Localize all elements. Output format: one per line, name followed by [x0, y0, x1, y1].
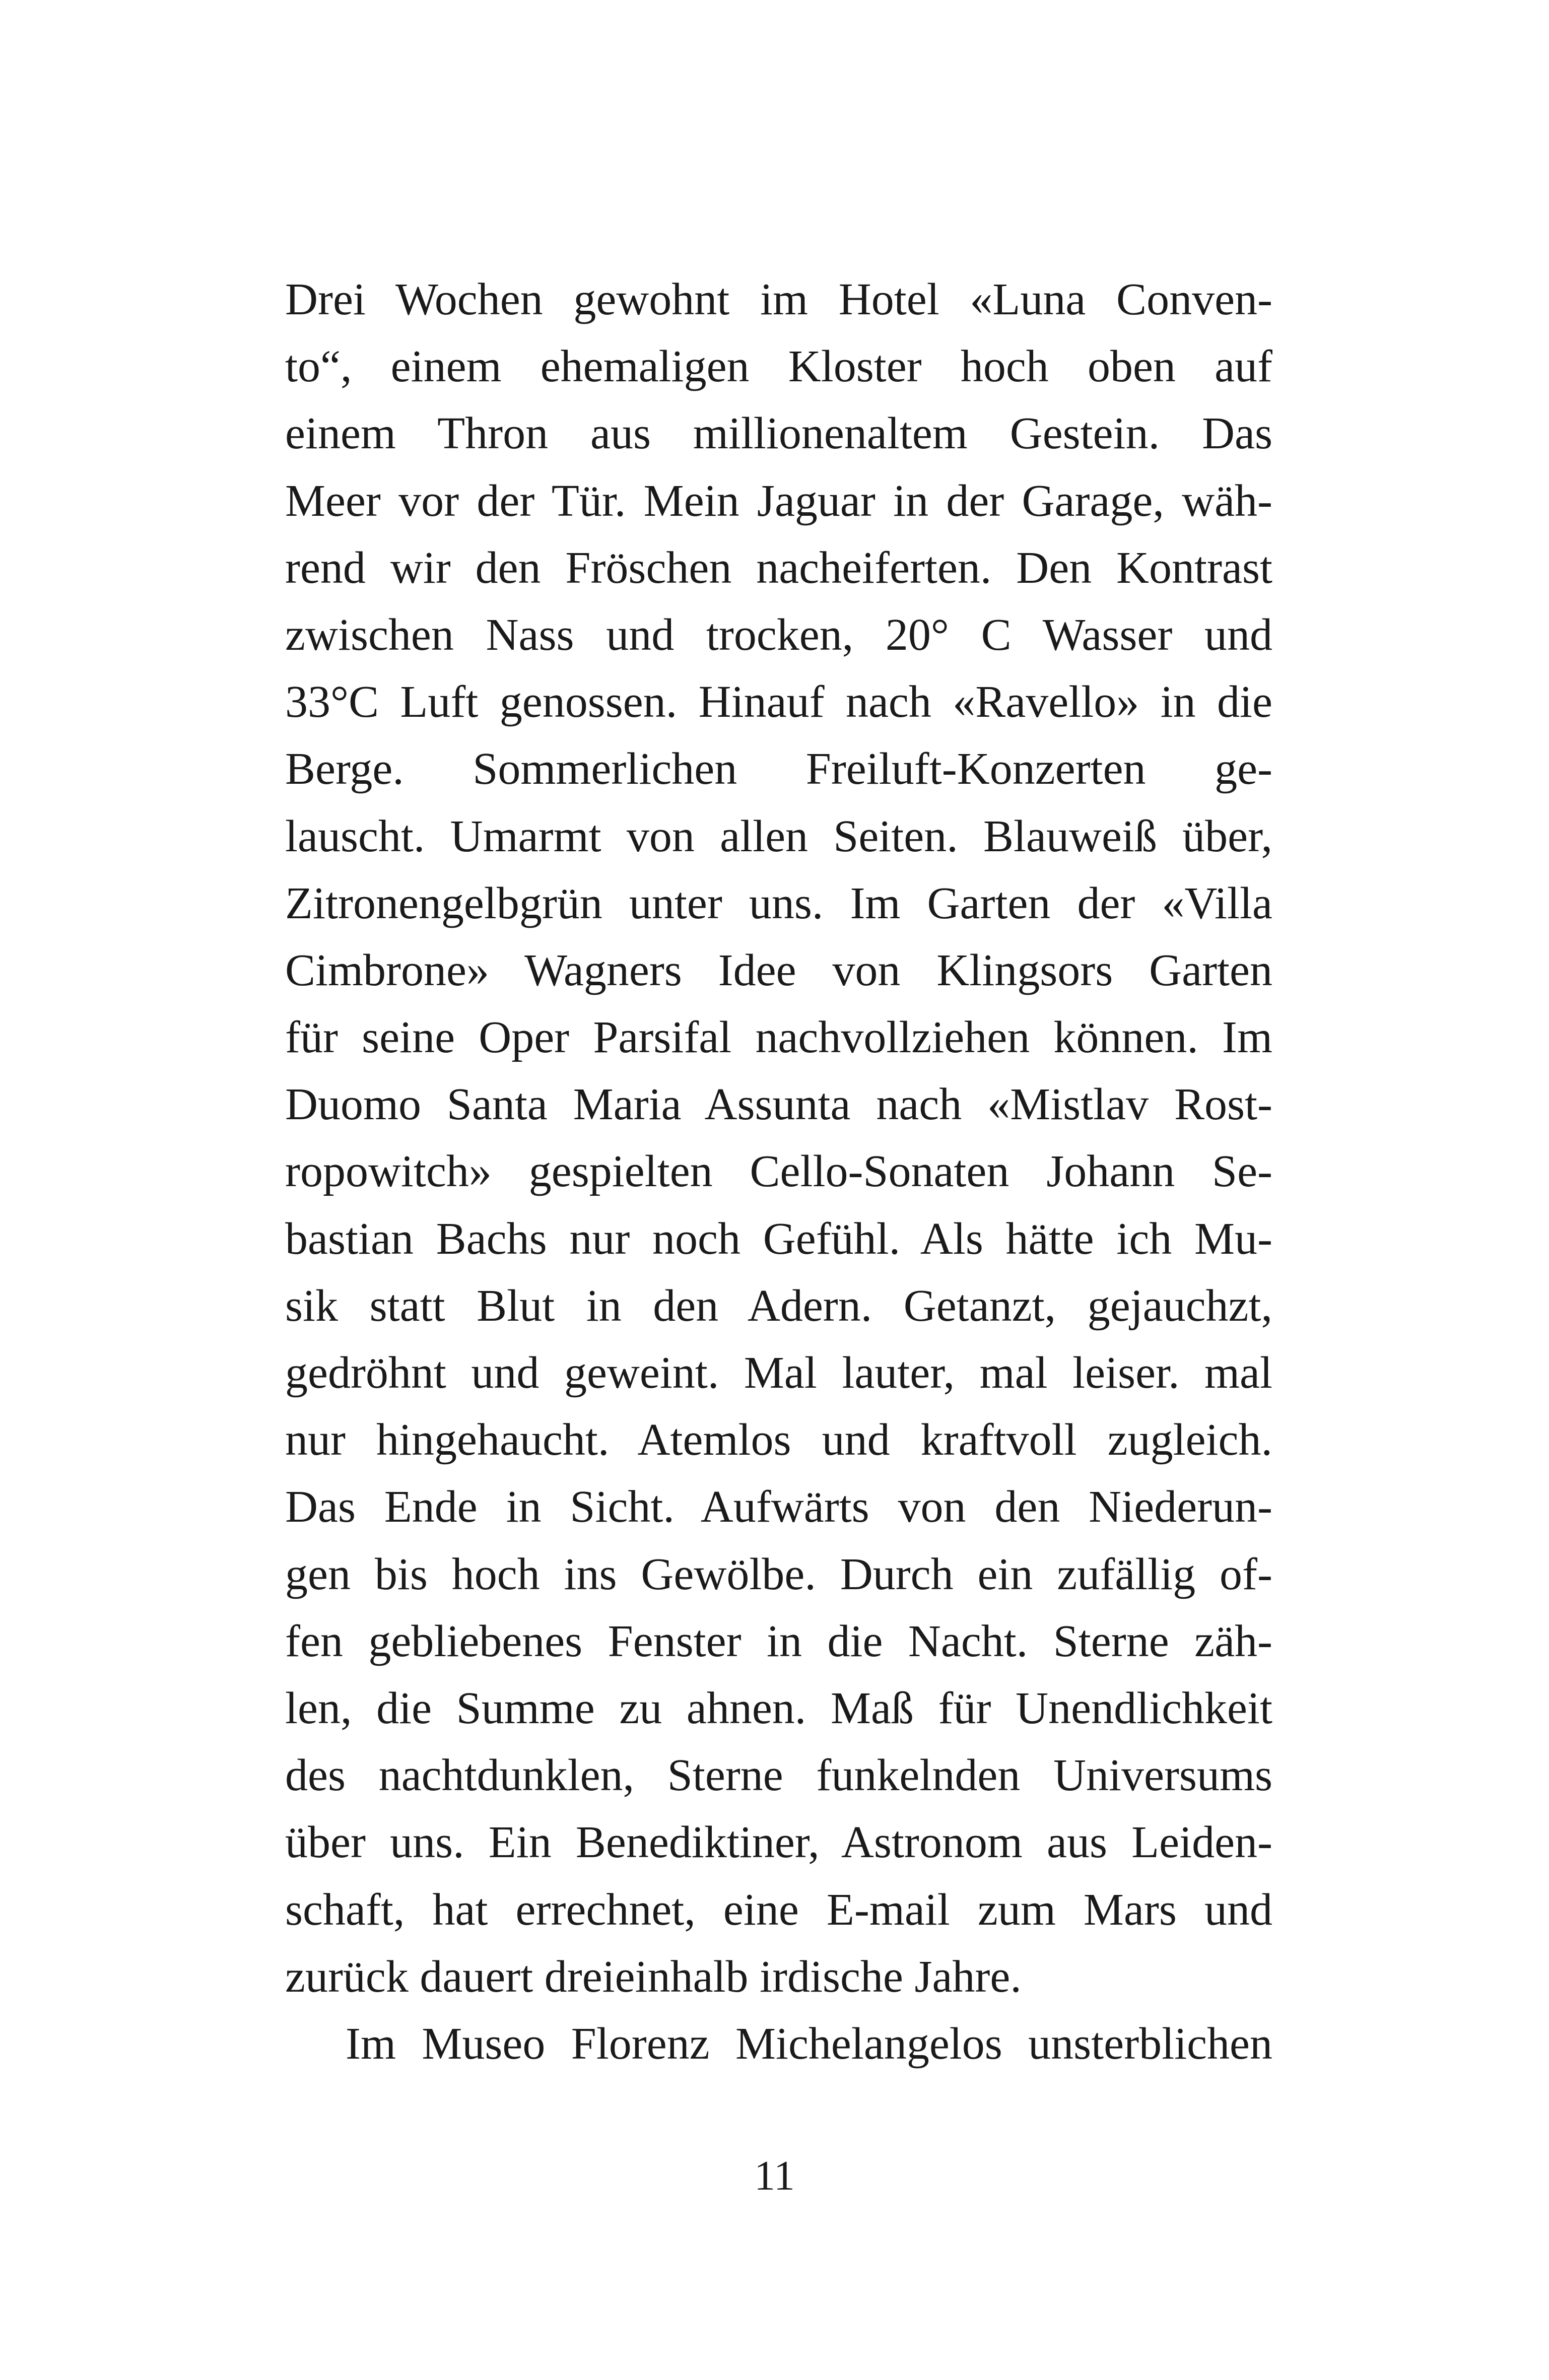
- paragraph-2: [285, 2010, 1272, 2077]
- text-line: zwischen Nass und trocken, 20° C Wasser und: [285, 609, 1272, 660]
- text-line: bastian Bachs nur noch Gefühl. Als hätte ich Mu-: [285, 1213, 1272, 1264]
- text-line: gedröhnt und geweint. Mal lauter, mal leiser. mal: [285, 1348, 1272, 1398]
- text-line: 33°C Luft genossen. Hinauf nach «Ravello» in die: [285, 677, 1272, 727]
- text-line: Zitronengelbgrün unter uns. Im Garten der «Villa: [285, 878, 1272, 928]
- text-line: to“, einem ehemaligen Kloster hoch oben auf: [285, 342, 1272, 392]
- text-line: zurück dauert dreieinhalb irdische Jahre.: [285, 1951, 1022, 2002]
- text-line: Im Museo Florenz Michelangelos unsterblichen: [346, 2018, 1272, 2069]
- paragraph-1: [285, 266, 1272, 2010]
- text-line: Berge. Sommerlichen Freiluft-Konzerten ge-: [285, 744, 1272, 794]
- text-line: len, die Summe zu ahnen. Maß für Unendlichkeit: [285, 1683, 1272, 1733]
- text-line: lauscht. Umarmt von allen Seiten. Blauweiß über,: [285, 811, 1272, 861]
- text-line: schaft, hat errechnet, eine E-mail zum Mars und: [285, 1884, 1272, 1935]
- text-line: Cimbrone» Wagners Idee von Klingsors Garten: [285, 945, 1272, 995]
- text-line: Das Ende in Sicht. Aufwärts von den Niederun-: [285, 1482, 1272, 1532]
- text-line: des nachtdunklen, Sterne funkelnden Universums: [285, 1750, 1272, 1801]
- text-line: Meer vor der Tür. Mein Jaguar in der Garage, wäh-: [285, 475, 1272, 526]
- text-line: einem Thron aus millionenaltem Gestein. Das: [285, 409, 1272, 459]
- page-number: 11: [754, 2152, 795, 2199]
- text-line: fen gebliebenes Fenster in die Nacht. Sterne zäh-: [285, 1616, 1272, 1666]
- text-line: sik statt Blut in den Adern. Getanzt, gejauchzt,: [285, 1280, 1272, 1331]
- text-line: Duomo Santa Maria Assunta nach «Mistlav Rost-: [285, 1079, 1272, 1130]
- body-text: [285, 266, 1272, 2077]
- text-line: über uns. Ein Benediktiner, Astronom aus Leiden-: [285, 1817, 1272, 1868]
- text-line: nur hingehaucht. Atemlos und kraftvoll zugleich.: [285, 1415, 1272, 1465]
- text-line: rend wir den Fröschen nacheiferten. Den Kontrast: [285, 542, 1272, 593]
- text-line: Drei Wochen gewohnt im Hotel «Luna Conven-: [285, 275, 1272, 324]
- text-line: gen bis hoch ins Gewölbe. Durch ein zufällig of-: [285, 1549, 1272, 1599]
- text-line: für seine Oper Parsifal nachvollziehen können. Im: [285, 1012, 1272, 1063]
- text-line: ropowitch» gespielten Cello-Sonaten Johann Se-: [285, 1146, 1272, 1197]
